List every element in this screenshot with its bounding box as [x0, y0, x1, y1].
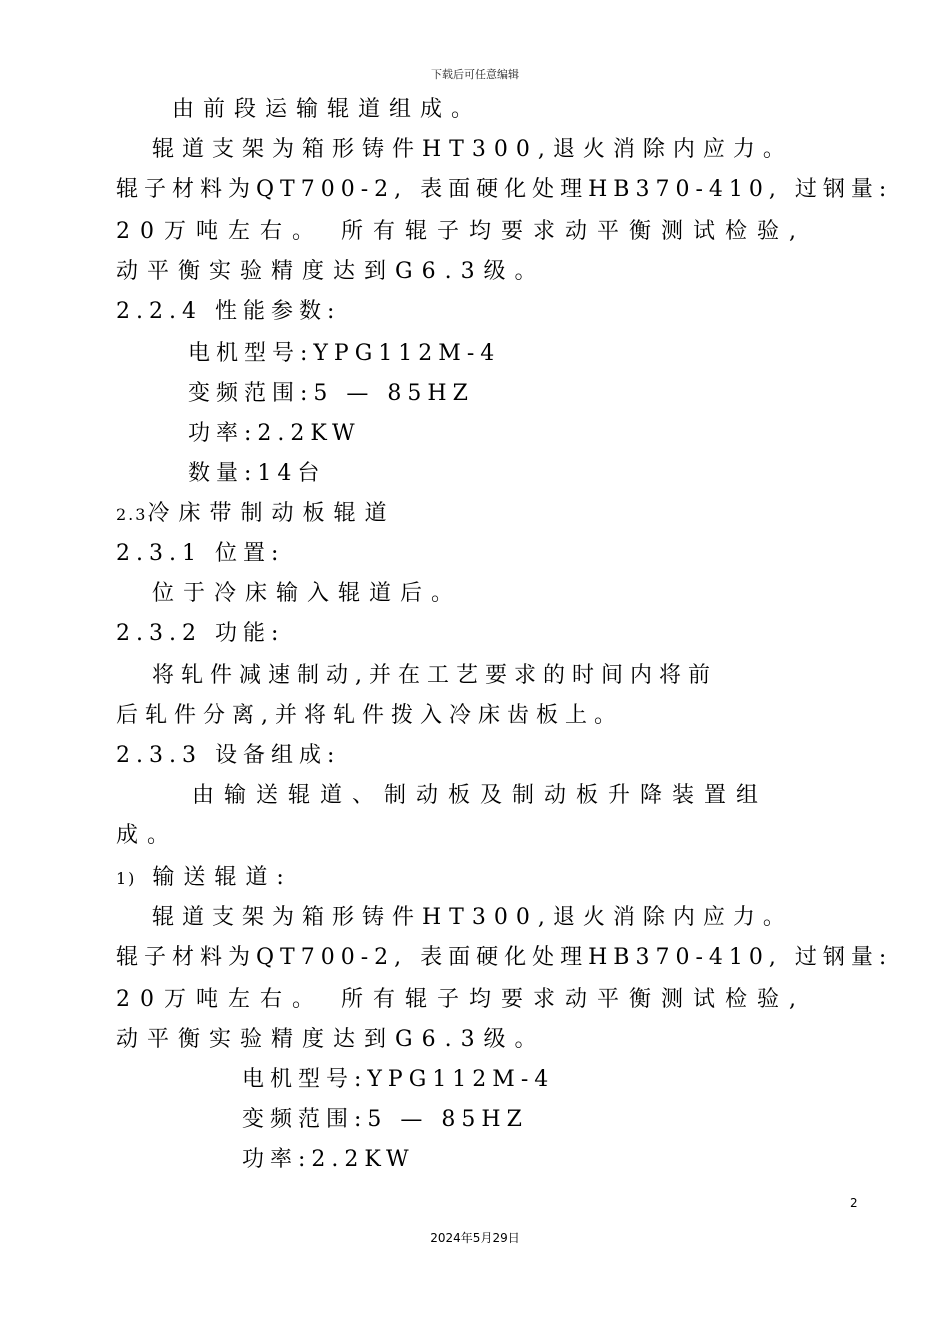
section-number: 2.3: [116, 505, 148, 524]
spec-line: 变频范围:5 — 85HZ: [242, 1107, 528, 1132]
page-footer-date: 2024年5月29日: [430, 1231, 520, 1245]
spec-line: 功率:2.2KW: [188, 421, 361, 446]
list-item-1: [116, 864, 293, 893]
paragraph-line: 20万吨左右。 所有辊子均要求动平衡测试检验,: [116, 987, 806, 1012]
list-item-title: 输送辊道:: [152, 865, 293, 890]
spec-line: 电机型号:YPG112M-4: [188, 341, 501, 366]
paragraph-line: 由前段运输辊道组成。: [172, 97, 483, 122]
paragraph-line: 后轧件分离,并将轧件拨入冷床齿板上。: [116, 703, 623, 728]
spec-line: 数量:14台: [188, 461, 326, 486]
section-title: 冷床带制动板辊道: [147, 501, 396, 526]
paragraph-line: 辊子材料为QT700-2, 表面硬化处理HB370-410, 过钢量:: [116, 945, 893, 970]
paragraph-line: 由输送辊道、制动板及制动板升降装置组: [192, 783, 769, 808]
paragraph-line: 辊子材料为QT700-2, 表面硬化处理HB370-410, 过钢量:: [116, 177, 893, 202]
page-number: 2: [850, 1196, 858, 1210]
section-heading-2-3: [116, 500, 395, 529]
paragraph-line: 辊道支架为箱形铸件HT300,退火消除内应力。: [152, 905, 793, 930]
section-heading-2-3-3: 2.3.3 设备组成:: [116, 743, 341, 768]
spec-line: 变频范围:5 — 85HZ: [188, 381, 474, 406]
spec-line: 功率:2.2KW: [242, 1147, 415, 1172]
paragraph-line: 成。: [116, 823, 179, 848]
section-heading-2-3-2: 2.3.2 功能:: [116, 621, 285, 646]
paragraph-line: 位于冷床输入辊道后。: [152, 581, 463, 606]
list-marker: 1): [116, 869, 137, 888]
paragraph-line: 辊道支架为箱形铸件HT300,退火消除内应力。: [152, 137, 793, 162]
paragraph-line: 动平衡实验精度达到G6.3级。: [116, 259, 546, 284]
page-header: 下载后可任意编辑: [431, 68, 519, 81]
paragraph-line: 20万吨左右。 所有辊子均要求动平衡测试检验,: [116, 219, 806, 244]
paragraph-line: 动平衡实验精度达到G6.3级。: [116, 1027, 546, 1052]
spec-line: 电机型号:YPG112M-4: [242, 1067, 555, 1092]
paragraph-line: 将轧件减速制动,并在工艺要求的时间内将前: [152, 663, 717, 688]
section-heading-2-3-1: 2.3.1 位置:: [116, 541, 285, 566]
section-heading-2-2-4: 2.2.4 性能参数:: [116, 299, 341, 324]
